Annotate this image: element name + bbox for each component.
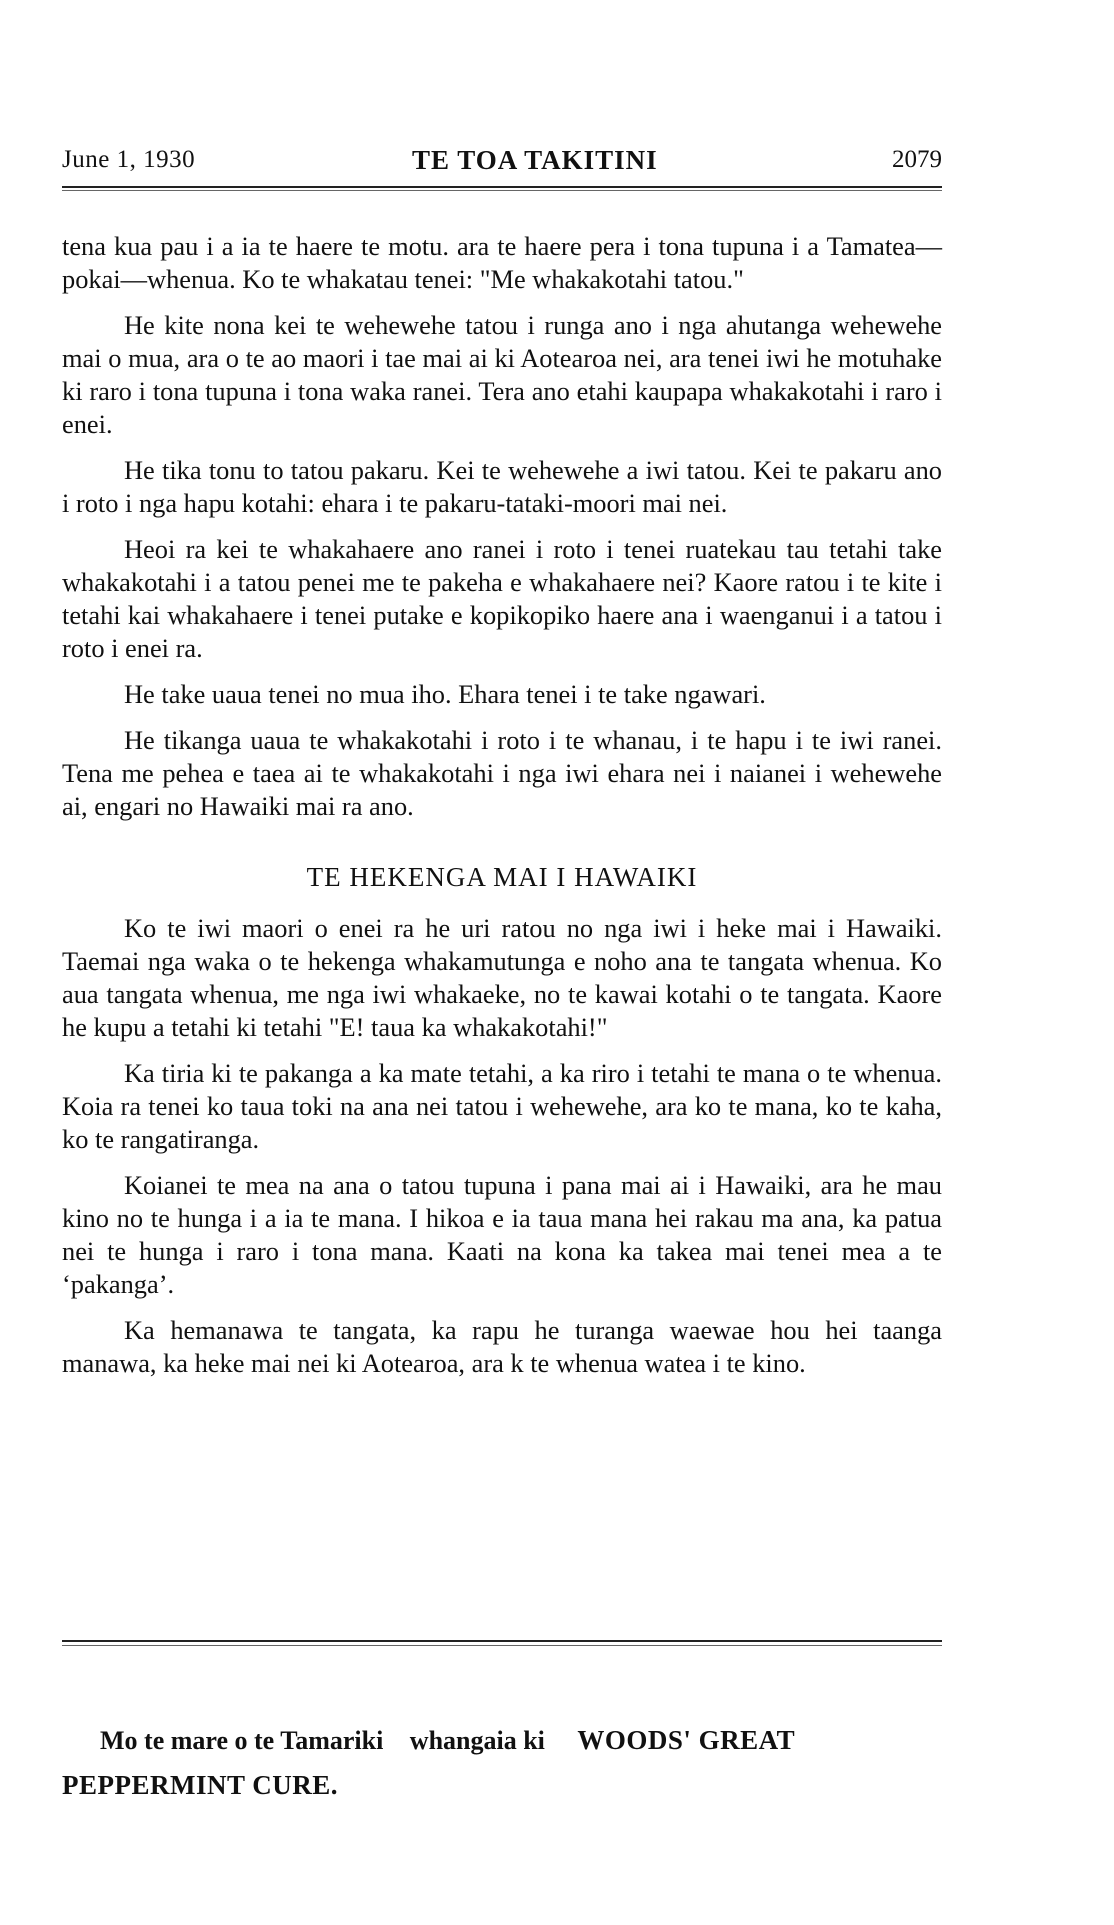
section-heading: TE HEKENGA MAI I HAWAIKI [306, 862, 698, 892]
page-header [62, 142, 942, 178]
page-number: 2079 [892, 146, 942, 173]
article-body [62, 230, 942, 1393]
paragraph: tena kua pau i a ia te haere te motu. ara te haere pera i tona tupuna i a Tamatea—pokai—whenua. Ko te whakatau tenei: "Me whakakotahi tatou." [62, 231, 942, 294]
advertisement-note [62, 1718, 942, 1808]
paragraph: He tika tonu to tatou pakaru. Kei te wehewehe a iwi tatou. Kei te pakaru ano i roto i nga hapu kotahi: ehara i te pakaru-tataki-moori mai nei. [62, 455, 942, 518]
paragraph: Koianei te mea na ana o tatou tupuna i pana mai ai i Hawaiki, ara he mau kino no te hunga i a ia te mana. I hikoa e ia taua mana hei rakau ma ana, ka patua nei te hunga i raro i tona mana. Kaati na kona ka takea mai tenei mea a te ‘pakanga’. [62, 1170, 942, 1299]
paragraph: Ka tiria ki te pakanga a ka mate tetahi, a ka riro i tetahi te mana o te whenua. Koia ra tenei ko taua toki na ana nei tatou i wehewehe, ara ko te mana, ko te kaha, ko te rangatiranga. [62, 1058, 942, 1154]
footer-rule-thin [62, 1645, 942, 1646]
footer-rule [62, 1640, 942, 1642]
ad-text-part2: whangaia ki [409, 1726, 545, 1755]
paragraph: Heoi ra kei te whakahaere ano ranei i roto i tenei ruatekau tau tetahi take whakakotahi i a tatou penei me te pakeha e whakahaere nei? Kaore ratou i te kite i tetahi kai whakahaere i tenei putake e kopikopiko haere ana i waenganui i a tatou i roto i enei ra. [62, 534, 942, 663]
paragraph: He kite nona kei te wehewehe tatou i runga ano i nga ahutanga wehewehe mai o mua, ara o te ao maori i tae mai ai ki Aotearoa nei, ara tenei iwi he motuhake ki raro i tona tupuna i tona waka ranei. Tera ano etahi kaupapa whakakotahi i raro i enei. [62, 310, 942, 439]
paragraph: He tikanga uaua te whakakotahi i roto i te whanau, i te hapu i te iwi ranei. Tena me pehea e taea ai te whakakotahi i nga iwi ehara nei i naianei i wehewehe ai, engari no Hawaiki mai ra ano. [62, 725, 942, 821]
ad-product-name-cont: PEPPERMINT CURE. [62, 1770, 339, 1800]
publication-title: TE TOA TAKITINI [412, 145, 658, 175]
header-rule [62, 186, 942, 188]
paragraph: He take uaua tenei no mua iho. Ehara tenei i te take ngawari. [124, 679, 766, 709]
paragraph: Ko te iwi maori o enei ra he uri ratou no nga iwi i heke mai i Hawaiki. Taemai nga waka o te hekenga whakamutunga e noho ana te tangata whenua. Ko aua tangata whenua, me nga iwi whakaeke, no te kawai kotahi o te tangata. Kaore he kupu a tetahi ki tetahi "E! taua ka whakakotahi!" [62, 913, 942, 1042]
issue-date: June 1, 1930 [62, 146, 196, 173]
ad-text-part1: Mo te mare o te Tamariki [100, 1726, 384, 1755]
header-rule-thin [62, 190, 942, 191]
ad-product-name: WOODS' GREAT [577, 1725, 796, 1755]
paragraph: Ka hemanawa te tangata, ka rapu he turanga waewae hou hei taanga manawa, ka heke mai nei ki Aotearoa, ara k te whenua watea i te kino. [62, 1315, 942, 1378]
